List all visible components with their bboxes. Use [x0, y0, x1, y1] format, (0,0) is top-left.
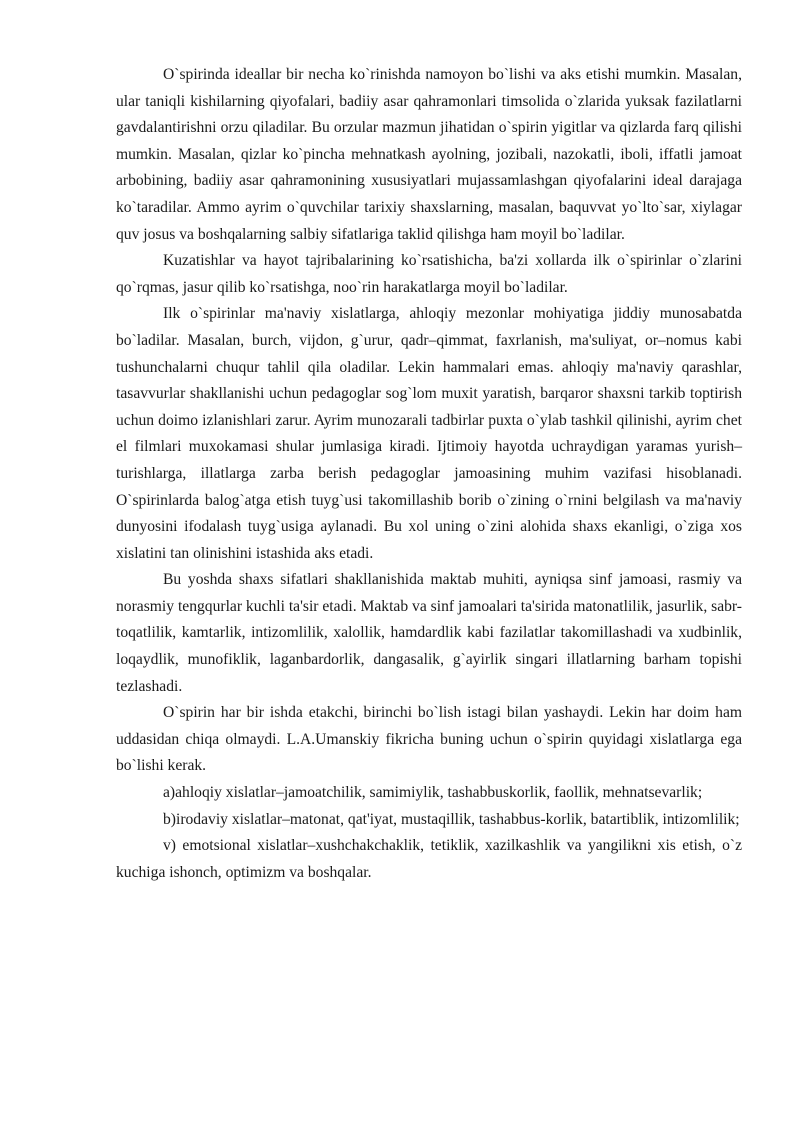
paragraph-4: Bu yoshda shaxs sifatlari shakllanishida maktab muhiti, ayniqsa sinf jamoasi, rasmiy va norasmiy tengqurlar kuchli ta'sir etadi. Maktab va sinf jamoalari ta'sirida matonatlilik, jasurlik, sabr-toqatlilik, kamtarlik, intizomlilik, xalollik, hamdardlik kabi fazilatlar takomillashadi va xudbinlik, loqaydlik, munofiklik, laganbardorlik, dangasalik, g`ayirlik singari illatlarning barham topishi tezlashadi. [116, 571, 742, 695]
list-item-b: b)irodaviy xislatlar–matonat, qat'iyat, mustaqillik, tashabbus-korlik, batartiblik, intizomlilik; [163, 810, 740, 828]
document-page [116, 62, 742, 886]
list-item-a: a)ahloqiy xislatlar–jamoatchilik, samimiylik, tashabbuskorlik, faollik, mehnatsevarlik; [163, 784, 703, 802]
paragraph-5: O`spirin har bir ishda etakchi, birinchi bo`lish istagi bilan yashaydi. Lekin har doim ham uddasidan chiqa olmaydi. L.A.Umanskiy fikricha buning uchun o`spirin quyidagi xislatlarga ega bo`lishi kerak. [116, 704, 742, 775]
paragraph-2: Kuzatishlar va hayot tajribalarining ko`rsatishicha, ba'zi xollarda ilk o`spirinlar o`zlarini qo`rqmas, jasur qilib ko`rsatishga, noo`rin harakatlarga moyil bo`ladilar. [116, 252, 742, 296]
list-item-v: v) emotsional xislatlar–xushchakchaklik, tetiklik, xazilkashlik va yangilikni xis etish, o`z kuchiga ishonch, optimizm va boshqalar. [116, 837, 742, 881]
paragraph-3: Ilk o`spirinlar ma'naviy xislatlarga, ahloqiy mezonlar mohiyatiga jiddiy munosabatda bo`ladilar. Masalan, burch, vijdon, g`urur, qadr–qimmat, faxrlanish, ma'suliyat, or–nomus kabi tushunchalarni chuqur tahlil qila oladilar. Lekin hammalari emas. ahloqiy ma'naviy qarashlar, tasavvurlar shakllanishi uchun pedagoglar sog`lom muxit yaratish, barqaror shaxsni tarkib toptirish uchun doimo izlanishlari zarur. Ayrim munozarali tadbirlar puxta o`ylab tashkil qilinishi, ayrim chet el filmlari muxokamasi shular jumlasiga kiradi. Ijtimoiy hayotda uchraydigan yaramas yurish–turishlarga, illatlarga zarba berish pedagoglar jamoasining muhim vazifasi hisoblanadi. O`spirinlarda balog`atga etish tuyg`usi takomillashib borib o`zining o`rnini belgilash va ma'naviy dunyosini ifodalash tuyg`usiga aylanadi. Bu xol uning o`zini alohida shaxs ekanligi, o`ziga xos xislatini tan olinishini istashida aks etadi. [116, 305, 742, 562]
paragraph-1: O`spirinda ideallar bir necha ko`rinishda namoyon bo`lishi va aks etishi mumkin. Masalan, ular taniqli kishilarning qiyofalari, badiiy asar qahramonlari timsolida o`zlarida yuksak fazilatlarni gavdalantirishni orzu qiladilar. Bu orzular mazmun jihatidan o`spirin yigitlar va qizlarda farq qilishi mumkin. Masalan, qizlar ko`pincha mehnatkash ayolning, jozibali, nazokatli, iboli, iffatli jamoat arbobining, badiiy asar qahramonining xususiyatlari mujassamlashgan qiyofalarini ideal darajaga ko`taradilar. Ammo ayrim o`quvchilar tarixiy shaxslarning, masalan, baquvvat yo`lto`sar, xiylagar quv josus va boshqalarning salbiy sifatlariga taklid qilishga ham moyil bo`ladilar. [116, 66, 742, 243]
